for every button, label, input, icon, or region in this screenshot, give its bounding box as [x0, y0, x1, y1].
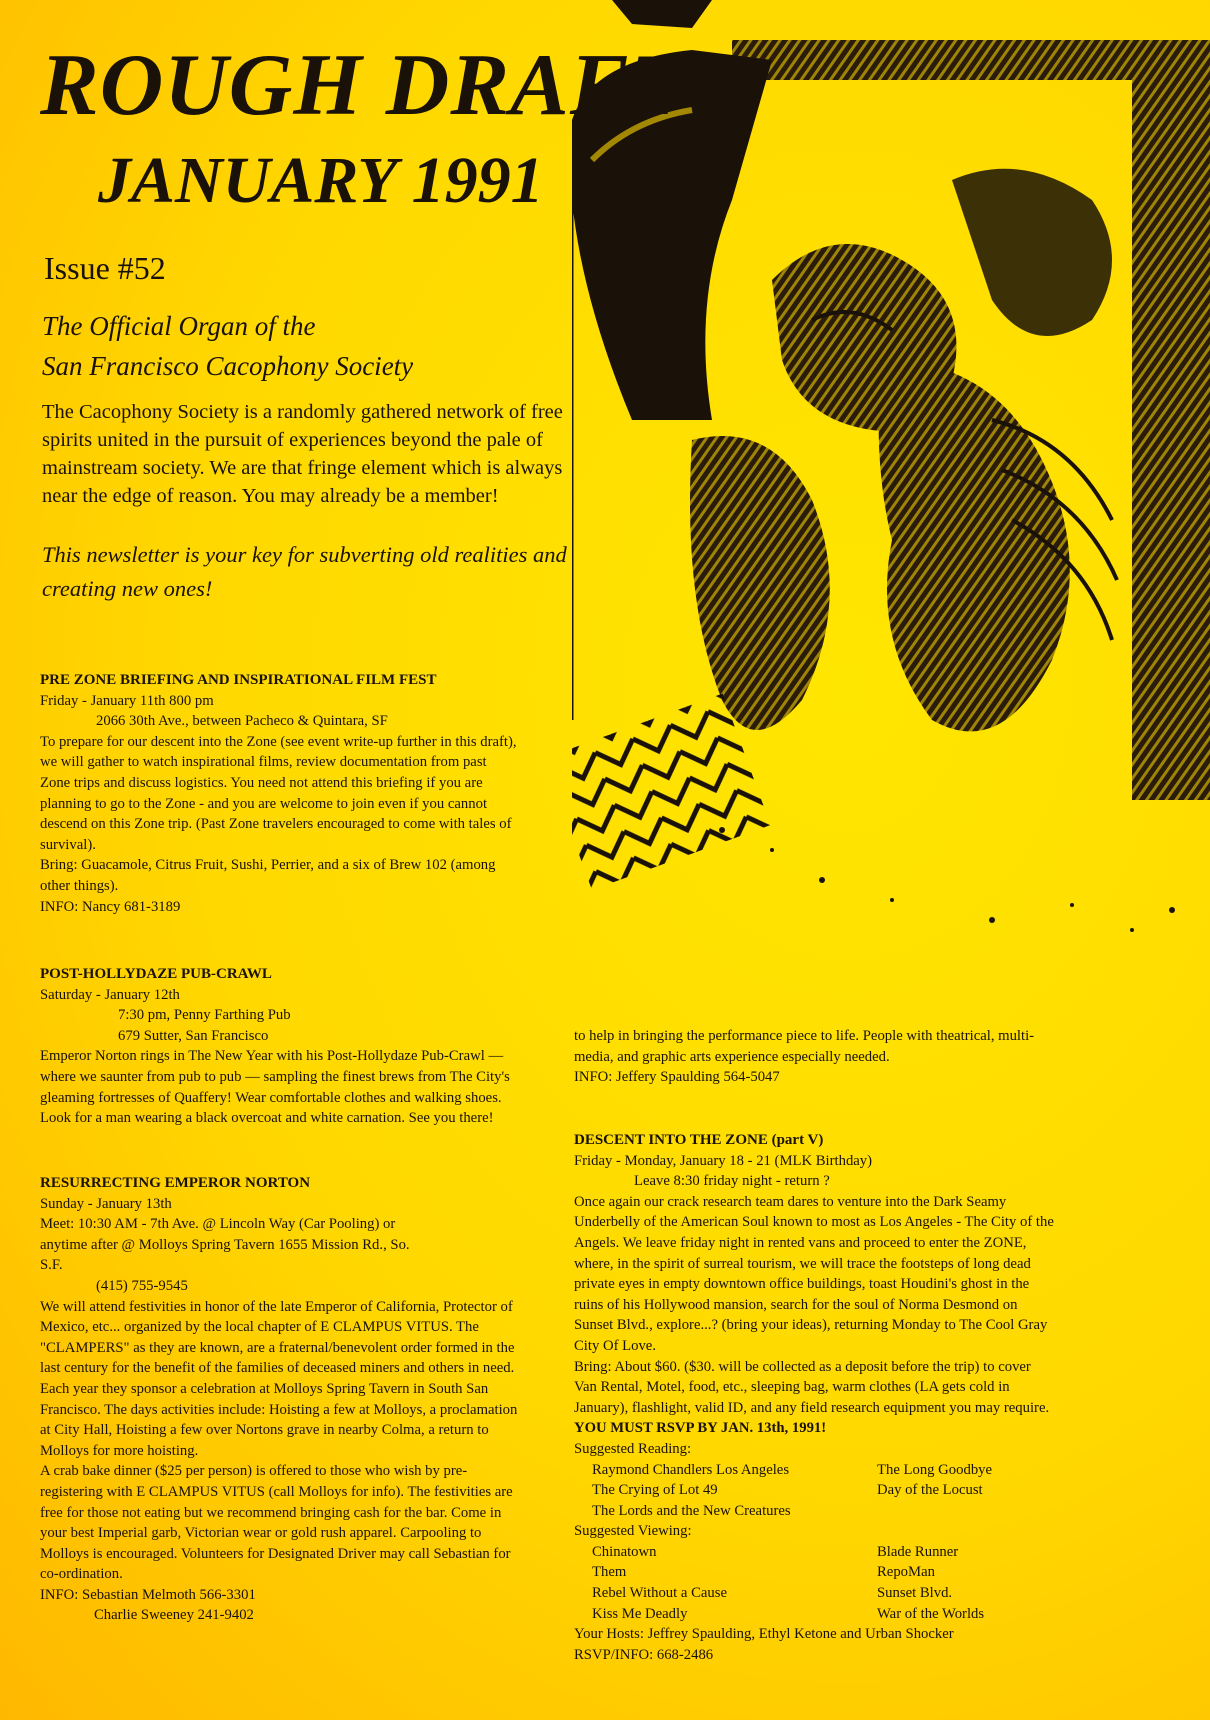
event-body: to help in bringing the performance piece to life. People with theatrical, multi-media, and graphic arts experience especially needed.: [574, 1028, 1035, 1065]
masthead-date: JANUARY 1991: [98, 144, 544, 217]
event-where: 2066 30th Ave., between Pacheco & Quintara, SF: [96, 713, 388, 730]
list-item: RepoMan: [877, 1564, 935, 1581]
event-when: Sunday - January 13th: [40, 1195, 172, 1212]
list-item: Blade Runner: [877, 1543, 959, 1560]
intro-paragraph: The Cacophony Society is a randomly gathered network of free spirits united in the pursuit of experiences beyond the pale of mainstream society. We are that fringe element which is always near the edge of reason. You may already be a member!: [42, 401, 563, 507]
event-info: INFO: Sebastian Melmoth 566-3301: [40, 1586, 256, 1603]
event-phone: (415) 755-9545: [96, 1277, 188, 1294]
subtitle-line-2: San Francisco Cacophony Society: [42, 351, 414, 381]
event-hosts: Your Hosts: Jeffrey Spaulding, Ethyl Ketone and Urban Shocker: [574, 1626, 954, 1643]
event-bring-text: Bring: About $60. ($30. will be collected as a deposit before the trip) to cover Van Rental, Motel, food, etc., sleeping bag, warm clothes (LA gets cold in January), flashlight, valid ID, and any field research equipment you may require.: [574, 1358, 1050, 1416]
viewing-list: [574, 1542, 1054, 1624]
list-item: [877, 1501, 1054, 1522]
list-item: The Lords and the New Creatures: [592, 1502, 791, 1519]
list-item: The Crying of Lot 49: [592, 1482, 718, 1499]
list-item: Rebel Without a Cause: [592, 1585, 727, 1602]
tagline: This newsletter is your key for subverting old realities and creating new ones!: [42, 542, 567, 601]
event-body: To prepare for our descent into the Zone (see event write-up further in this draft), we will gather to watch inspirational films, review documentation from past Zone trips and discuss logistics. You need not attend this briefing if you are planning to go to the Zone - and you are welcome to join even if you cannot descend on this Zone trip. (Past Zone travelers encouraged to come with tales of survival).: [40, 733, 517, 853]
event-title: DESCENT INTO THE ZONE (part V): [574, 1132, 824, 1148]
event-when: Friday - January 11th 800 pm: [40, 692, 214, 709]
masthead-title: ROUGH DRAFT: [40, 37, 685, 134]
event-body: We will attend festivities in honor of the late Emperor of California, Protector of Mexico, etc... organized by the local chapter of E CLAMPUS VITUS. The "CLAMPERS" as they are known, are a fraternal/benevolent order formed in the last century for the benefit of the families of deceased miners and others in need. Each year they sponsor a celebration at Molloys Spring Tavern in South San Francisco. The days activities include: Hoisting a few at Molloys, a proclamation at City Hall, Hoisting a few over Nortons grave in nearby Colma, a return to Molloys for more hoisting.: [40, 1298, 518, 1459]
list-item: Them: [592, 1564, 627, 1581]
event-body: Once again our crack research team dares to venture into the Dark Seamy Underbelly of the American Soul known to most as Los Angeles - The City of the Angels. We leave friday night in rented vans and proceed to enter the ZONE, where, in the spirit of surreal tourism, we will trace the footsteps of long dead private eyes in empty downtown office buildings, toast Houdini's ghost in the ruins of his Hollywood mansion, search for the soul of Norma Desmond on Sunset Blvd., explore...? (bring your ideas), returning Monday to The Cool Gray City Of Love.: [574, 1193, 1054, 1354]
event-when: Saturday - January 12th: [40, 986, 180, 1003]
event-rsvp-info: RSVP/INFO: 668-2486: [574, 1646, 714, 1663]
event-bring: Bring: Guacamole, Citrus Fruit, Sushi, Perrier, and a six of Brew 102 (among other things).: [40, 857, 496, 894]
statue-engraving-illustration: [572, 0, 1210, 1010]
event-emperor-norton: [40, 1173, 520, 1626]
event-info: INFO: Jeffery Spaulding 564-5047: [574, 1069, 780, 1086]
event-prezone-briefing: [40, 670, 520, 917]
list-item: Raymond Chandlers Los Angeles: [592, 1461, 790, 1478]
issue-number: Issue #52: [44, 250, 166, 286]
reading-label: Suggested Reading:: [574, 1440, 692, 1457]
event-bring: [574, 1357, 1054, 1439]
subtitle-line-1: The Official Organ of the: [42, 311, 316, 341]
subtitle: [42, 306, 602, 386]
list-item: The Long Goodbye: [877, 1461, 993, 1478]
event-info: INFO: Nancy 681-3189: [40, 898, 181, 915]
list-item: Kiss Me Deadly: [592, 1605, 688, 1622]
event-when: Friday - Monday, January 18 - 21 (MLK Birthday): [574, 1152, 873, 1169]
list-item: Sunset Blvd.: [877, 1585, 953, 1602]
event-descent-zone: [574, 1130, 1054, 1665]
viewing-label: Suggested Viewing:: [574, 1523, 692, 1540]
reading-list: [574, 1460, 1054, 1522]
event-meet: Meet: 10:30 AM - 7th Ave. @ Lincoln Way (Car Pooling) or anytime after @ Molloys Spring Tavern 1655 Mission Rd., So. S.F.: [40, 1216, 410, 1274]
event-continued: [574, 1026, 1044, 1088]
event-leave: Leave 8:30 friday night - return ?: [634, 1173, 830, 1190]
event-address: 679 Sutter, San Francisco: [118, 1027, 269, 1044]
event-title: PRE ZONE BRIEFING AND INSPIRATIONAL FILM FEST: [40, 672, 437, 688]
event-title: RESURRECTING EMPEROR NORTON: [40, 1175, 311, 1191]
list-item: War of the Worlds: [877, 1605, 985, 1622]
event-pub-crawl: [40, 964, 520, 1129]
event-time: 7:30 pm, Penny Farthing Pub: [118, 1007, 291, 1024]
event-info-2: Charlie Sweeney 241-9402: [94, 1607, 254, 1624]
rsvp-deadline: YOU MUST RSVP BY JAN. 13th, 1991!: [574, 1420, 827, 1437]
event-body: Emperor Norton rings in The New Year with his Post-Hollydaze Pub-Crawl — where we saunter from pub to pub — sampling the finest brews from The City's gleaming fortresses of Quaffery! Wear comfortable clothes and walking shoes. Look for a man wearing a black overcoat and white carnation. See you there!: [40, 1048, 510, 1127]
event-body-2: A crab bake dinner ($25 per person) is offered to those who wish by pre-registering with E CLAMPUS VITUS (call Molloys for info). The festivities are free for those not eating but we recommend bringing cash for the bar. Come in your best Imperial garb, Victorian wear or gold rush apparel. Carpooling to Molloys is encouraged. Volunteers for Designated Driver may call Sebastian for co-ordination.: [40, 1463, 513, 1583]
list-item: Day of the Locust: [877, 1482, 983, 1499]
list-item: Chinatown: [592, 1543, 657, 1560]
event-title: POST-HOLLYDAZE PUB-CRAWL: [40, 966, 272, 982]
